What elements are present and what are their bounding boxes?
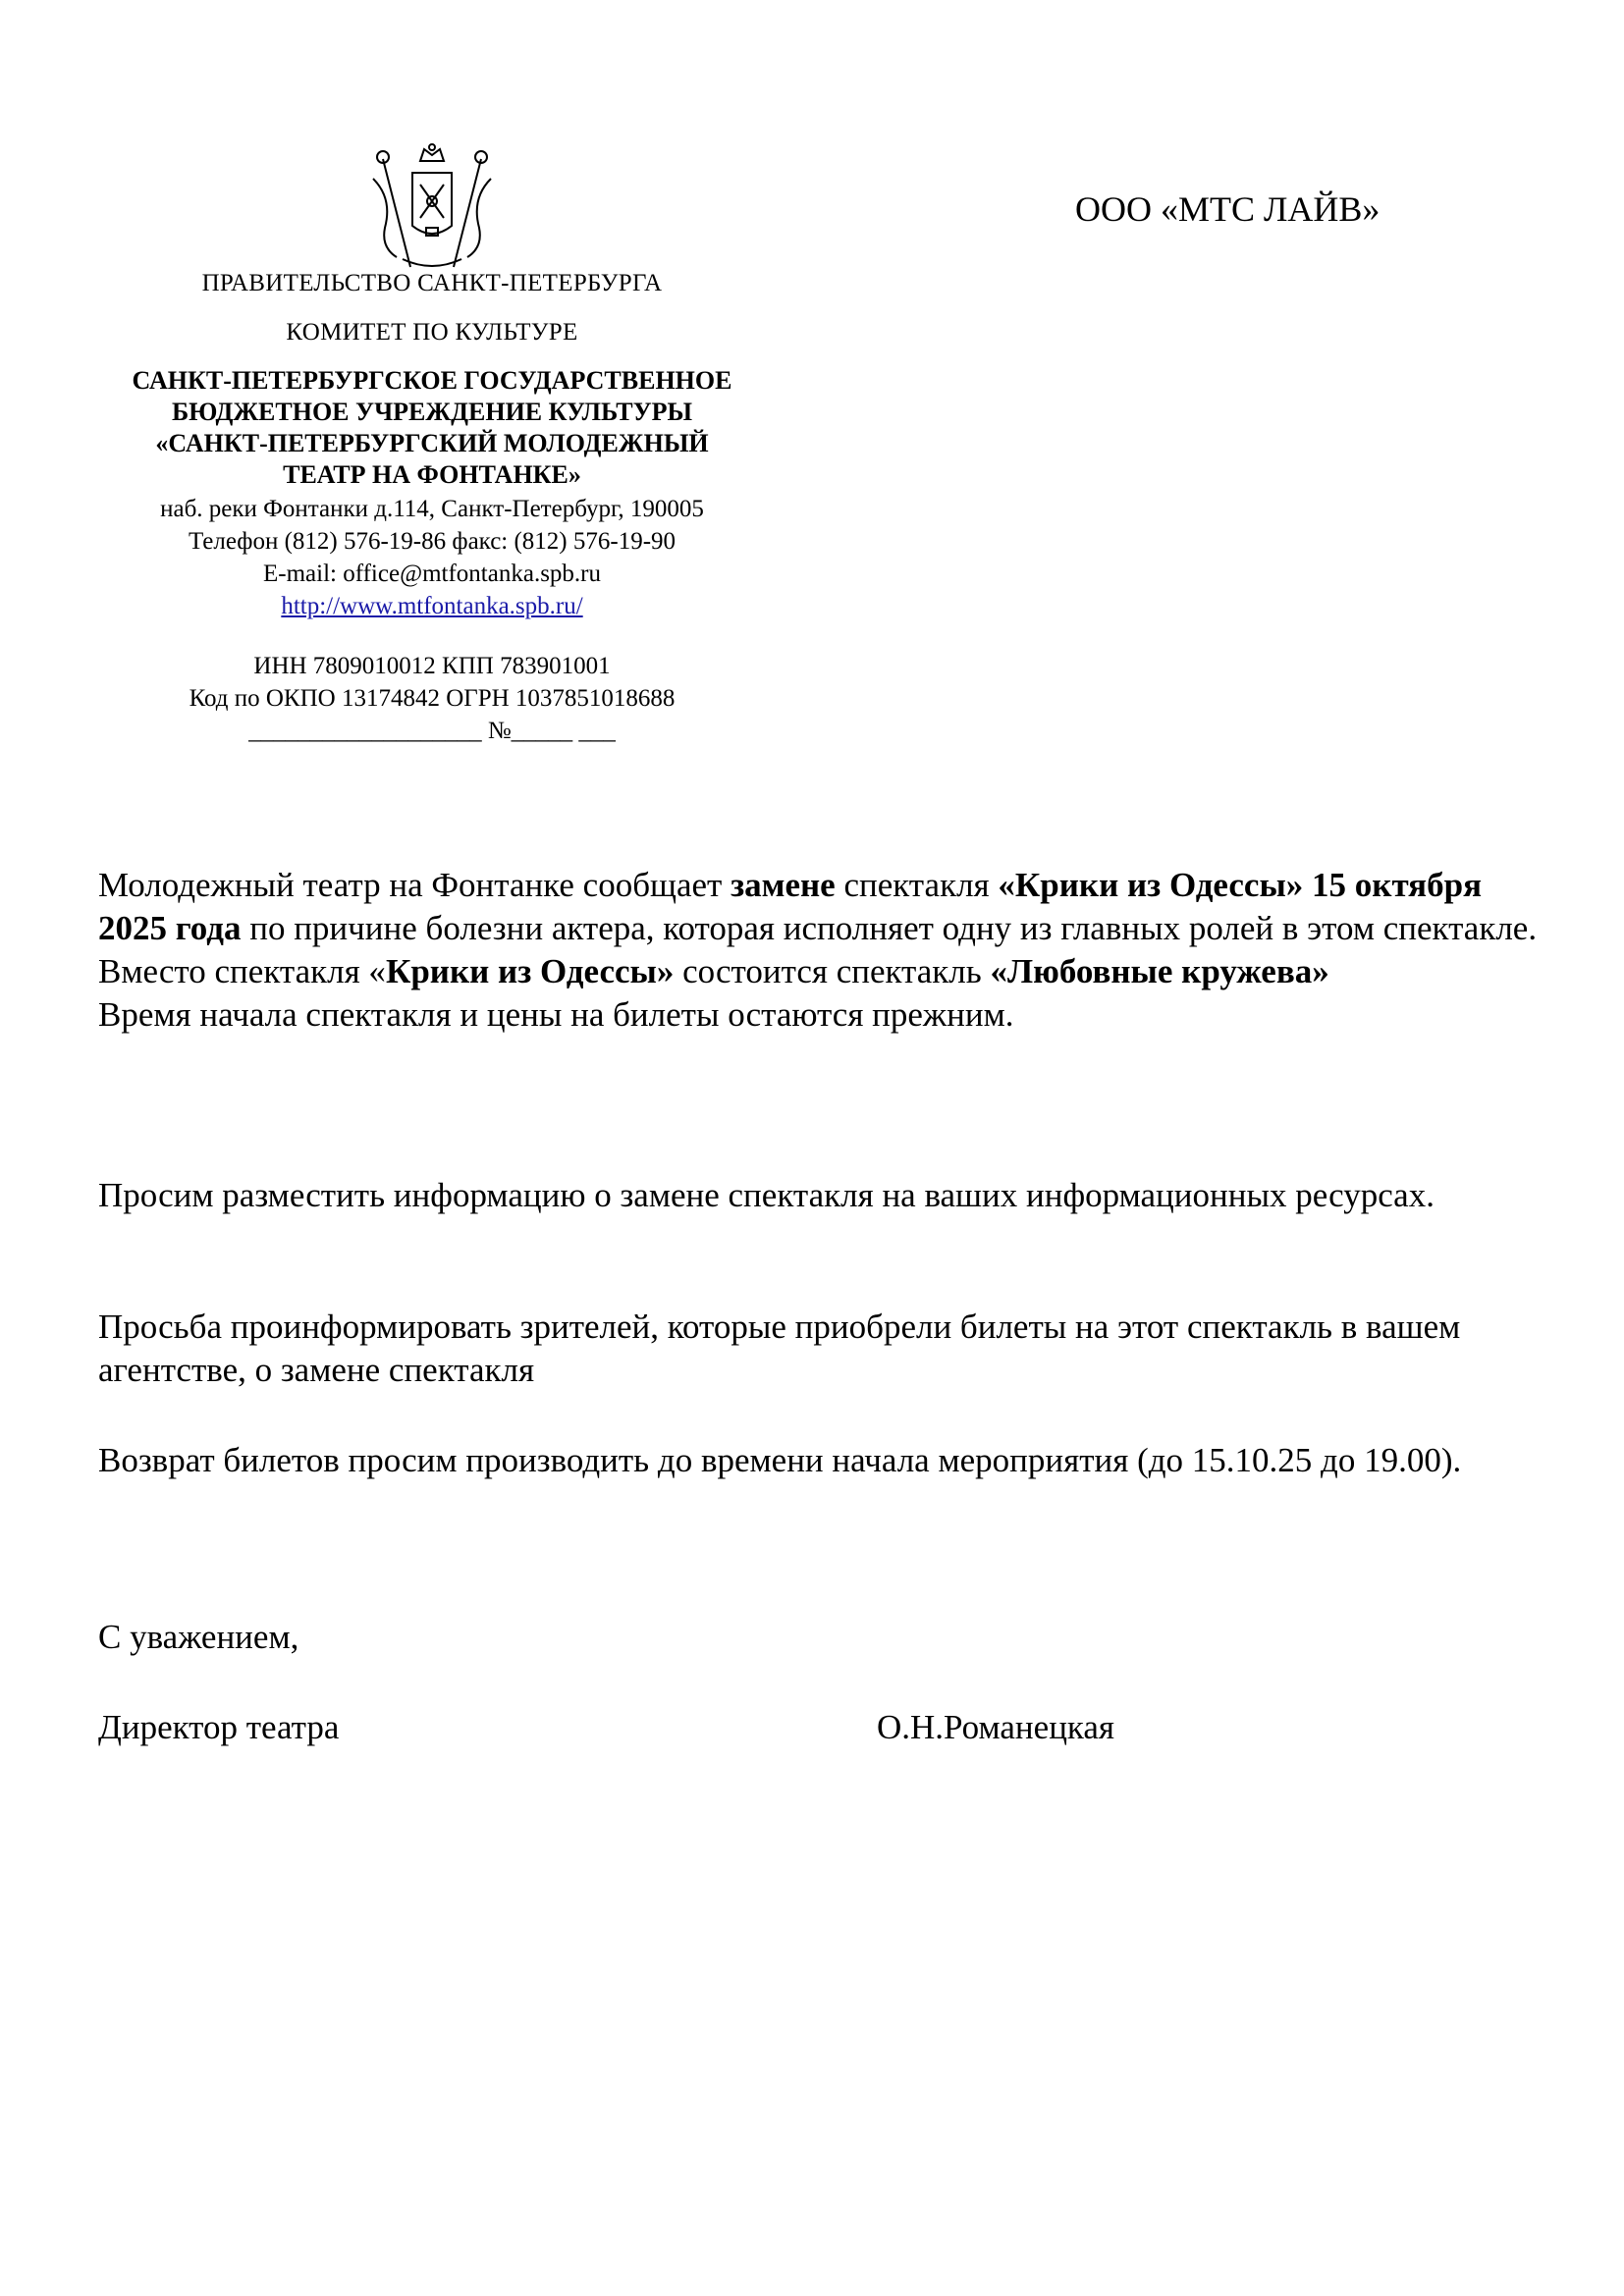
bold-run: Крики из Одессы» (385, 952, 675, 990)
address: наб. реки Фонтанки д.114, Санкт-Петербург, 190005 (160, 496, 704, 522)
bold-run: «Любовные кружева» (990, 952, 1329, 990)
email: E-mail: office@mtfontanka.spb.ru (263, 561, 601, 587)
website-link[interactable]: http://www.mtfontanka.spb.ru/ (281, 593, 583, 619)
institution-name (88, 365, 776, 491)
paragraph-request-publish: Просим разместить информацию о замене спектакля на ваших информационных ресурсах. (98, 1176, 1435, 1214)
institution-line: «САНКТ-ПЕТЕРБУРГСКИЙ МОЛОДЕЖНЫЙ (155, 429, 709, 457)
signature-name: О.Н.Романецкая (877, 1708, 1115, 1746)
institution-line: БЮДЖЕТНОЕ УЧРЕЖДЕНИЕ КУЛЬТУРЫ (171, 398, 693, 426)
committee-line: КОМИТЕТ ПО КУЛЬТУРЕ (286, 319, 578, 346)
bold-run: «Крики из Одессы» 15 октября 2025 года (98, 866, 1483, 947)
signature-title: Директор театра (98, 1708, 340, 1746)
requisites-block (88, 650, 776, 747)
text-run: по причине болезни актера, которая исполняет одну из главных ролей в этом спектакле. (241, 909, 1538, 947)
institution-line: САНКТ-ПЕТЕРБУРГСКОЕ ГОСУДАРСТВЕННОЕ (132, 366, 732, 395)
registration-line: ___________________ №_____ ___ (248, 718, 616, 744)
text-run: Вместо спектакля « (98, 952, 386, 990)
government-line: ПРАВИТЕЛЬСТВО САНКТ-ПЕТЕРБУРГА (201, 270, 663, 296)
text-run: Время начала спектакля и цены на билеты остаются прежним. (98, 995, 1014, 1034)
text-run: спектакля (835, 866, 999, 904)
recipient-name: ООО «МТС ЛАЙВ» (1075, 189, 1380, 229)
paragraph-replacement-notice (98, 864, 1542, 1037)
saint-petersburg-coat-of-arms-icon (363, 139, 501, 277)
bold-run: замене (731, 866, 836, 904)
text-run: состоится спектакль (674, 952, 991, 990)
paragraph-ticket-refund: Возврат билетов просим производить до времени начала мероприятия (до 15.10.25 до 19.00). (98, 1441, 1462, 1479)
inn-kpp: ИНН 7809010012 КПП 783901001 (253, 653, 611, 679)
contact-block (88, 493, 776, 622)
text-run: Молодежный театр на Фонтанке сообщает (98, 866, 731, 904)
paragraph-inform-viewers: Просьба проинформировать зрителей, которые приобрели билеты на этот спектакль в вашем агентстве, о замене спектакля (98, 1308, 1461, 1389)
institution-line: ТЕАТР НА ФОНТАНКЕ» (283, 460, 581, 489)
closing-phrase: С уважением, (98, 1618, 299, 1656)
phone-fax: Телефон (812) 576-19-86 факс: (812) 576-19-90 (188, 528, 677, 555)
okpo-ogrn: Код по ОКПО 13174842 ОГРН 1037851018688 (189, 685, 676, 712)
